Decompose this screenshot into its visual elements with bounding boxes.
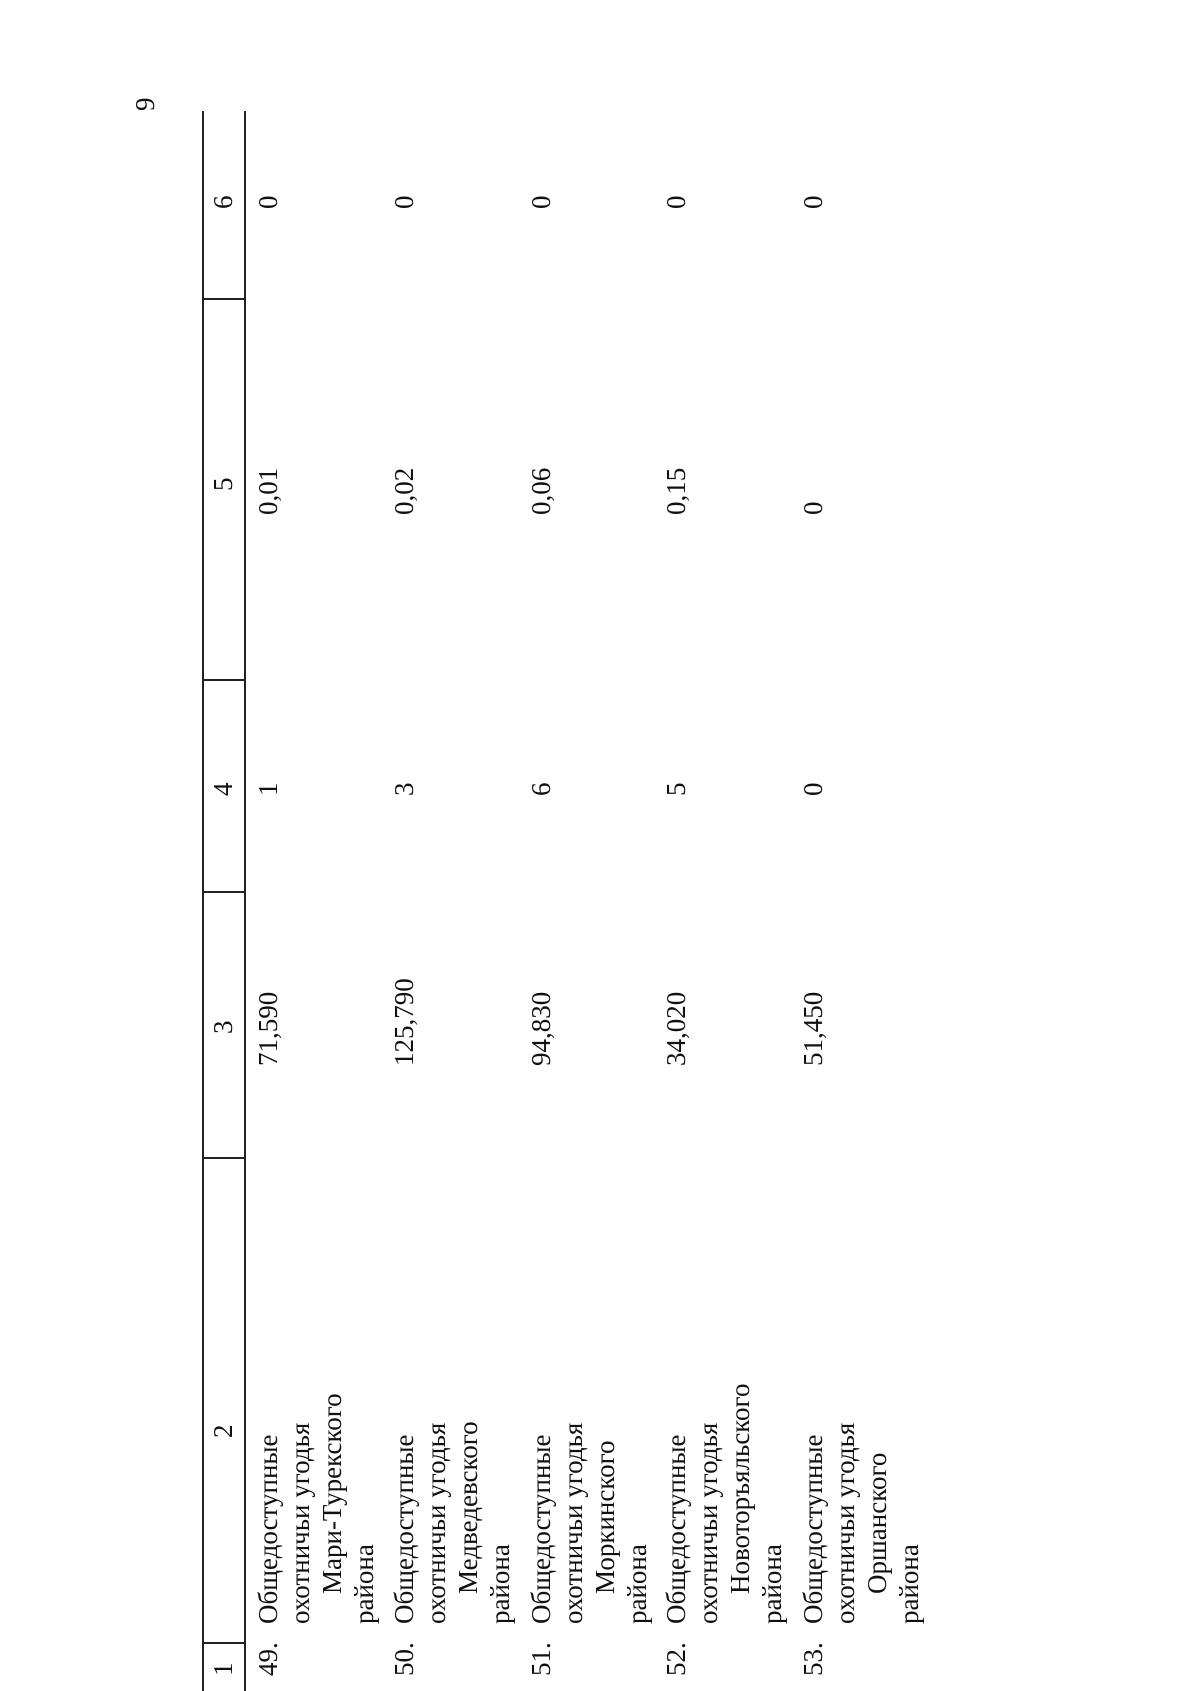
row-value-col5: 0,02 bbox=[389, 467, 419, 515]
header-col-1: 1 bbox=[208, 1662, 238, 1676]
header-col-2: 2 bbox=[208, 1424, 238, 1438]
header-col-4: 4 bbox=[208, 782, 238, 796]
header-col-6: 6 bbox=[208, 195, 238, 209]
row-name-line: района bbox=[757, 1544, 787, 1624]
table-row-name bbox=[660, 1376, 800, 1676]
row-value-col6: 0 bbox=[253, 195, 283, 209]
row-name-line: района bbox=[894, 1544, 924, 1624]
row-name-line: Общедоступные bbox=[253, 1434, 283, 1624]
header-separator bbox=[202, 1642, 244, 1644]
row-value-col6: 0 bbox=[389, 195, 419, 209]
row-number: 52. bbox=[661, 1642, 691, 1676]
table-row-name bbox=[797, 1376, 937, 1676]
row-value-col3: 51,450 bbox=[798, 991, 828, 1066]
table-header-rule bbox=[244, 111, 246, 1691]
row-value-col5: 0,15 bbox=[661, 467, 691, 515]
row-name-line: Медведевского bbox=[453, 1421, 483, 1594]
row-value-col4: 5 bbox=[661, 782, 691, 796]
row-value-col5: 0,06 bbox=[526, 467, 556, 515]
row-value-col3: 94,830 bbox=[526, 991, 556, 1066]
row-number: 50. bbox=[389, 1642, 419, 1676]
row-name-line: Оршанского bbox=[862, 1452, 892, 1594]
row-value-col4: 6 bbox=[526, 782, 556, 796]
row-number: 51. bbox=[526, 1642, 556, 1676]
row-name-line: района bbox=[622, 1544, 652, 1624]
page-number: 9 bbox=[130, 97, 160, 111]
row-name-line: Моркинского bbox=[590, 1440, 620, 1594]
row-value-col3: 71,590 bbox=[253, 991, 283, 1066]
row-value-col3: 125,790 bbox=[389, 978, 419, 1066]
row-name-line: Мари-Турекского bbox=[317, 1393, 347, 1594]
header-col-5: 5 bbox=[208, 477, 238, 491]
row-name-line: охотничьи угодья bbox=[285, 1422, 315, 1624]
table-row-name bbox=[252, 1376, 392, 1676]
row-name-line: охотничьи угодья bbox=[421, 1422, 451, 1624]
header-separator bbox=[202, 679, 244, 681]
header-separator bbox=[202, 298, 244, 300]
row-name-line: охотничьи угодья bbox=[830, 1422, 860, 1624]
row-name-line: охотничьи угодья bbox=[558, 1422, 588, 1624]
header-separator bbox=[202, 891, 244, 893]
row-name-line: Общедоступные bbox=[389, 1434, 419, 1624]
row-value-col6: 0 bbox=[661, 195, 691, 209]
row-value-col6: 0 bbox=[798, 195, 828, 209]
row-value-col4: 1 bbox=[253, 782, 283, 796]
header-col-3: 3 bbox=[208, 1020, 238, 1034]
row-value-col3: 34,020 bbox=[661, 991, 691, 1066]
row-name-line: охотничьи угодья bbox=[693, 1422, 723, 1624]
row-number: 49. bbox=[253, 1642, 283, 1676]
row-name-line: Общедоступные bbox=[526, 1434, 556, 1624]
row-value-col4: 0 bbox=[798, 782, 828, 796]
row-name-line: Общедоступные bbox=[661, 1434, 691, 1624]
row-value-col4: 3 bbox=[389, 782, 419, 796]
row-name-line: Новоторъяльского bbox=[725, 1383, 755, 1594]
table-row-name bbox=[388, 1376, 528, 1676]
row-value-col5: 0 bbox=[798, 501, 828, 515]
row-value-col5: 0,01 bbox=[253, 467, 283, 515]
table-top-rule bbox=[202, 111, 204, 1691]
header-separator bbox=[202, 1157, 244, 1159]
row-name-line: района bbox=[485, 1544, 515, 1624]
row-value-col6: 0 bbox=[526, 195, 556, 209]
table-row-name bbox=[525, 1376, 665, 1676]
row-name-line: Общедоступные bbox=[798, 1434, 828, 1624]
row-name-line: района bbox=[349, 1544, 379, 1624]
row-number: 53. bbox=[798, 1642, 828, 1676]
